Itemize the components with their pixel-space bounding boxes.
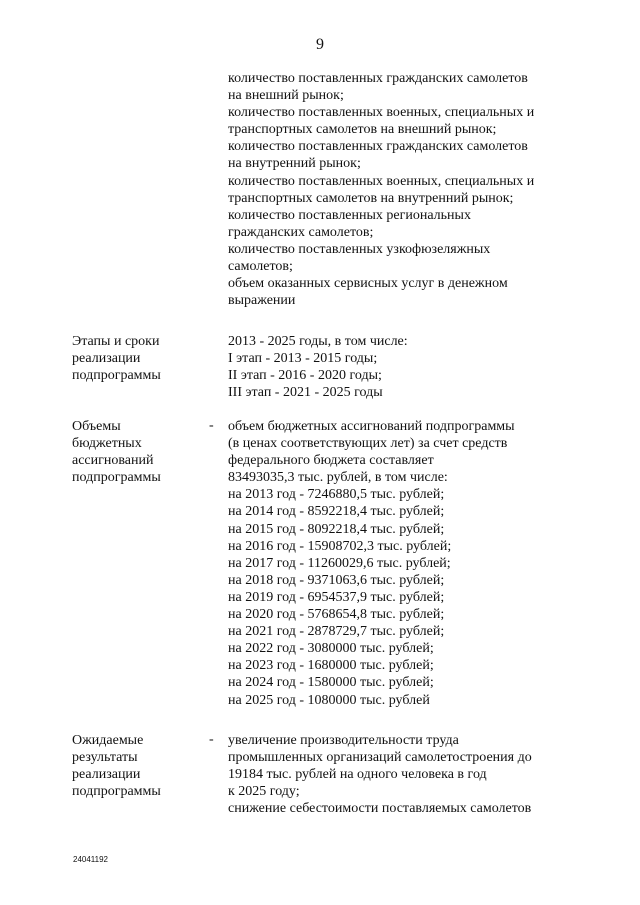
text-line: на 2016 год - 15908702,3 тыс. рублей;: [228, 538, 452, 554]
text-line: снижение себестоимости поставляемых самолетов: [228, 801, 532, 817]
text-line: выражении: [228, 293, 296, 309]
text-line: транспортных самолетов на внутренний рынок;: [228, 190, 514, 206]
results-label: [72, 732, 161, 800]
text-line: 19184 тыс. рублей на одного человека в год: [228, 767, 487, 783]
footer-code: 24041192: [73, 855, 108, 864]
label-line: подпрограммы: [72, 470, 161, 486]
text-line: (в ценах соответствующих лет) за счет средств: [228, 436, 508, 452]
text-line: на 2025 год - 1080000 тыс. рублей: [228, 692, 430, 708]
text-line: к 2025 году;: [228, 784, 300, 800]
text-line: федерального бюджета составляет: [228, 453, 434, 469]
text-line: количество поставленных узкофюзеляжных: [228, 241, 491, 257]
text-line: на 2024 год - 1580000 тыс. рублей;: [228, 675, 434, 691]
text-line: на 2015 год - 8092218,4 тыс. рублей;: [228, 521, 445, 537]
text-line: на 2014 год - 8592218,4 тыс. рублей;: [228, 504, 445, 520]
text-line: количество поставленных гражданских самолетов: [228, 71, 528, 86]
text-line: увеличение производительности труда: [228, 733, 459, 748]
text-line: III этап - 2021 - 2025 годы: [228, 385, 383, 401]
label-line: Объемы: [72, 419, 121, 434]
text-line: транспортных самолетов на внешний рынок;: [228, 122, 497, 138]
stages-text: [228, 333, 558, 401]
text-line: II этап - 2016 - 2020 годы;: [228, 368, 382, 384]
text-line: на 2017 год - 11260029,6 тыс. рублей;: [228, 555, 451, 571]
text-line: самолетов;: [228, 259, 293, 275]
text-line: на 2018 год - 9371063,6 тыс. рублей;: [228, 572, 445, 588]
label-line: реализации: [72, 351, 141, 367]
funding-label: [72, 418, 161, 486]
funding-dash: -: [209, 418, 214, 433]
text-line: объем оказанных сервисных услуг в денежном: [228, 276, 508, 292]
label-line: бюджетных: [72, 436, 142, 452]
results-dash: -: [209, 732, 214, 747]
text-line: на 2023 год - 1680000 тыс. рублей;: [228, 658, 434, 674]
text-line: 2013 - 2025 годы, в том числе:: [228, 334, 408, 349]
text-line: на внутренний рынок;: [228, 156, 361, 172]
text-line: 83493035,3 тыс. рублей, в том числе:: [228, 470, 448, 486]
indicators-continuation: [228, 70, 558, 309]
text-line: на 2020 год - 5768654,8 тыс. рублей;: [228, 607, 445, 623]
stages-label: [72, 333, 161, 384]
funding-text: [228, 418, 558, 709]
text-line: количество поставленных военных, специальных и: [228, 105, 535, 121]
text-line: I этап - 2013 - 2015 годы;: [228, 351, 378, 367]
label-line: реализации: [72, 767, 141, 783]
label-line: Ожидаемые: [72, 733, 144, 748]
page-number: 9: [316, 36, 324, 53]
text-line: количество поставленных гражданских самолетов: [228, 139, 528, 155]
text-line: на 2021 год - 2878729,7 тыс. рублей;: [228, 624, 445, 640]
text-line: на 2022 год - 3080000 тыс. рублей;: [228, 641, 434, 657]
text-line: на внешний рынок;: [228, 88, 344, 104]
text-line: на 2019 год - 6954537,9 тыс. рублей;: [228, 589, 445, 605]
label-line: результаты: [72, 750, 138, 766]
text-line: гражданских самолетов;: [228, 224, 374, 240]
text-line: объем бюджетных ассигнований подпрограммы: [228, 419, 515, 434]
text-line: промышленных организаций самолетостроения до: [228, 750, 532, 766]
results-text: [228, 732, 558, 817]
label-line: Этапы и сроки: [72, 334, 160, 349]
label-line: ассигнований: [72, 453, 154, 469]
label-line: подпрограммы: [72, 784, 161, 800]
text-line: на 2013 год - 7246880,5 тыс. рублей;: [228, 487, 445, 503]
label-line: подпрограммы: [72, 368, 161, 384]
text-line: количество поставленных региональных: [228, 207, 471, 223]
text-line: количество поставленных военных, специальных и: [228, 173, 535, 189]
